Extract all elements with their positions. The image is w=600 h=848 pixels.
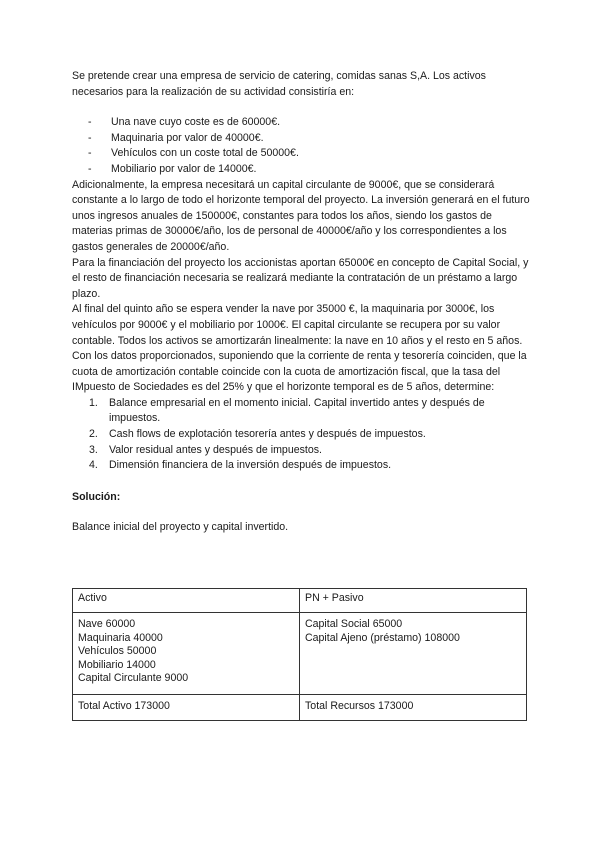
list-item: - Maquinaria por valor de 40000€.	[88, 131, 532, 147]
table-cell-line: Capital Ajeno (préstamo) 108000	[305, 631, 460, 644]
list-item	[72, 427, 532, 443]
intro-paragraph: Se pretende crear una empresa de servicio de catering, comidas sanas S,A. Los activos necesarios para la realización de su actividad consistiría en:	[72, 70, 486, 98]
list-item	[72, 458, 532, 474]
table-cell-line: Nave 60000	[78, 618, 136, 630]
tasks-list	[72, 396, 532, 474]
header-activo: Activo	[73, 589, 300, 613]
table-cell-line: Capital Social 65000	[305, 618, 403, 630]
table-cell-line: Mobiliario 14000	[78, 658, 156, 671]
total-recursos: Total Recursos 173000	[300, 695, 527, 721]
list-item	[72, 443, 532, 459]
list-number: 1.	[89, 396, 98, 409]
list-text: Valor residual antes y después de impuestos.	[109, 443, 322, 456]
paragraph-financiacion: Para la financiación del proyecto los accionistas aportan 65000€ en concepto de Capital Social, y el resto de financiación necesaria se realizará mediante la contratación de un préstamo a largo plazo.	[72, 256, 529, 300]
table-cell-line: Maquinaria 40000	[78, 631, 163, 644]
pasivo-cell	[300, 613, 527, 695]
list-item	[72, 396, 532, 427]
paragraph-circulante: Adicionalmente, la empresa necesitará un capital circulante de 9000€, que se considerará constante a lo largo de todo el horizonte temporal del proyecto. La inversión generará en el futuro unos ingresos anuales de 150000€, constantes para todos los años, siendo los gastos de materias primas de 30000€/año, los de personal de 40000€/año y los correspondientes a los gastos generales de 20000€/año.	[72, 178, 530, 253]
list-item: - Mobiliario por valor de 14000€.	[88, 162, 532, 178]
balance-table	[72, 588, 527, 721]
total-activo: Total Activo 173000	[73, 695, 300, 721]
table-cell-line: Capital Circulante 9000	[78, 672, 189, 685]
list-text: Dimensión financiera de la inversión después de impuestos.	[109, 459, 392, 472]
table-cell-line: Vehículos 50000	[78, 645, 157, 658]
table-total-row	[73, 695, 527, 721]
list-text: Cash flows de explotación tesorería antes y después de impuestos.	[109, 428, 426, 441]
assets-list	[72, 115, 532, 177]
activo-cell	[73, 613, 300, 695]
header-pn-pasivo: PN + Pasivo	[300, 589, 527, 613]
solution-subtitle: Balance inicial del proyecto y capital invertido.	[72, 521, 289, 534]
solution-title: Solución:	[72, 490, 121, 503]
list-item: - Vehículos con un coste total de 50000€.	[88, 146, 532, 162]
list-number: 3.	[89, 443, 98, 456]
list-text: Balance empresarial en el momento inicial. Capital invertido antes y después de impuestos.	[109, 396, 485, 425]
list-number: 4.	[89, 459, 98, 472]
document-body	[72, 69, 532, 536]
table-row	[73, 613, 527, 695]
list-number: 2.	[89, 428, 98, 441]
table-header-row	[73, 589, 527, 613]
paragraph-venta: Al final del quinto año se espera vender la nave por 35000 €, la maquinaria por 3000€, los vehículos por 9000€ y el mobiliario por 1000€. El capital circulante se recupera por su valor contable. Todos los activos se amortizarán linealmente: la nave en 10 años y el resto en 5 años.	[72, 303, 523, 347]
list-item: - Una nave cuyo coste es de 60000€.	[88, 115, 532, 131]
paragraph-datos: Con los datos proporcionados, suponiendo que la corriente de renta y tesorería coinciden, que la cuota de amortización contable coincide con la cuota de amortización fiscal, que la tasa del IMpuesto de Sociedades es del 25% y que el horizonte temporal es de 5 años, determine:	[72, 350, 527, 394]
